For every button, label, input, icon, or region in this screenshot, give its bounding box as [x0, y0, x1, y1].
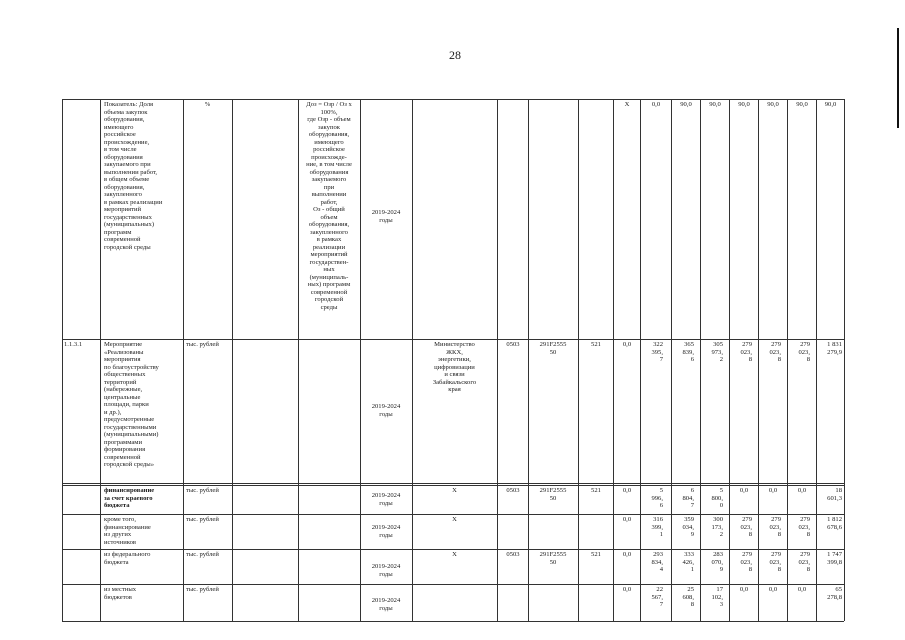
row-value-4: 279 023, 8: [740, 551, 752, 573]
row-formula: Доз = Озр / Оз х 100%, где Озр - объем закупок оборудования, имеющего российское происхожде- ние, в том числе оборудования закупаемого при выполнении работ, Оз - общий объем оборудования, закупленного в рамках реализации мероприятий государствен- ных (муниципаль- ных) программ современной городской среды: [306, 101, 352, 311]
row-name: из местных бюджетов: [104, 586, 137, 601]
row-value-total: 1 812 678,6: [827, 516, 842, 531]
row-value-6: 279 023, 8: [798, 516, 810, 538]
row-executor: Министерство ЖКХ, энергетики, цифровизации и связи Забайкальского края: [432, 341, 477, 393]
row-name: финансирование за счет краевого бюджета: [104, 487, 155, 509]
row-value-1: 22 567, 7: [651, 586, 663, 608]
row-value-1: 316 399, 1: [651, 516, 663, 538]
row-name: Мероприятие «Реализованы мероприятия по благоустройству общественных территорий (набережные, центральные площади, парки и др.), предусмотренные государственными (муниципальными) программами формирования современной городской среды»: [104, 341, 159, 468]
row-kvr: 521: [591, 341, 601, 348]
row-period: 2019-2024 годы: [371, 209, 401, 224]
row-period: 2019-2024 годы: [371, 597, 401, 612]
row-unit: тыс. рублей: [186, 586, 219, 593]
row-unit: тыс. рублей: [186, 551, 219, 558]
row-value-3: 17 102, 3: [711, 586, 723, 608]
row-value-2: 359 034, 9: [682, 516, 694, 538]
row-value-5: 90,0: [767, 101, 779, 108]
column-rule: [844, 99, 845, 621]
row-value-total: 18 601,3: [827, 487, 842, 502]
row-kvr: 521: [591, 487, 601, 494]
column-rule: [816, 99, 817, 621]
row-value-4: 0,0: [739, 487, 749, 494]
row-total: 0,0: [622, 516, 632, 523]
row-rule: [62, 514, 844, 515]
row-total: 0,0: [622, 487, 632, 494]
page-number: 28: [449, 48, 461, 62]
row-value-5: 279 023, 8: [769, 516, 781, 538]
column-rule: [62, 99, 63, 621]
table-bottom-rule: [62, 621, 844, 622]
row-rule: [62, 339, 844, 340]
row-value-6: 0,0: [797, 586, 807, 593]
row-value-6: 90,0: [796, 101, 808, 108]
row-rule: [62, 483, 844, 484]
row-name: из федерального бюджета: [104, 551, 151, 566]
row-unit: тыс. рублей: [186, 341, 219, 348]
row-period: 2019-2024 годы: [371, 403, 401, 418]
column-rule: [497, 99, 498, 621]
row-value-2: 333 426, 1: [682, 551, 694, 573]
row-total: 0,0: [622, 586, 632, 593]
row-value-6: 0,0: [797, 487, 807, 494]
row-value-6: 279 023, 8: [798, 341, 810, 363]
row-unit: тыс. рублей: [186, 487, 219, 494]
row-value-4: 279 023, 8: [740, 516, 752, 538]
row-kfsr: 0503: [506, 487, 520, 494]
row-kfsr: 0503: [506, 551, 520, 558]
row-value-2: 90,0: [680, 101, 692, 108]
row-executor: Х: [452, 487, 457, 494]
row-kfsr: 0503: [506, 341, 520, 348]
column-rule: [100, 99, 101, 621]
column-rule: [578, 99, 579, 621]
row-value-1: 5 996, 6: [651, 487, 663, 509]
row-total: 0,0: [622, 341, 632, 348]
row-period: 2019-2024 годы: [371, 524, 401, 539]
row-number: 1.1.3.1: [64, 341, 83, 348]
row-value-4: 90,0: [738, 101, 750, 108]
row-value-2: 365 839, 6: [682, 341, 694, 363]
row-value-5: 0,0: [768, 586, 778, 593]
row-value-total: 90,0: [824, 101, 837, 108]
row-rule: [62, 584, 844, 585]
row-period: 2019-2024 годы: [371, 563, 401, 578]
row-value-3: 283 070, 9: [711, 551, 723, 573]
row-value-4: 0,0: [739, 586, 749, 593]
column-rule: [183, 99, 184, 621]
row-value-1: 0,0: [651, 101, 661, 108]
row-executor: Х: [452, 551, 457, 558]
row-kvr: 521: [591, 551, 601, 558]
row-value-3: 90,0: [709, 101, 721, 108]
row-rule: [62, 485, 844, 486]
row-value-2: 6 804, 7: [682, 487, 694, 509]
column-rule: [360, 99, 361, 621]
row-kcsr: 291F2555 50: [539, 551, 567, 566]
row-value-total: 1 831 279,9: [827, 341, 842, 356]
row-value-4: 279 023, 8: [740, 341, 752, 363]
row-name: Показатель: Доля объема закупок оборудования, имеющего российское происхождение, в том числе оборудования закупаемого при выполнении работ, в общем объеме оборудования, закупленного в рамках реализации мероприятий государственных (муниципальных) программ современной городской среды: [104, 101, 163, 251]
column-rule: [613, 99, 614, 621]
row-value-5: 279 023, 8: [769, 551, 781, 573]
row-value-total: 1 747 399,8: [827, 551, 842, 566]
row-value-3: 305 973, 2: [711, 341, 723, 363]
row-value-3: 300 173, 2: [711, 516, 723, 538]
row-value-total: 65 278,8: [827, 586, 842, 601]
row-value-6: 279 023, 8: [798, 551, 810, 573]
row-value-3: 5 800, 0: [711, 487, 723, 509]
row-executor: Х: [452, 516, 457, 523]
table-top-rule: [62, 99, 844, 100]
row-period: 2019-2024 годы: [371, 492, 401, 507]
column-rule: [232, 99, 233, 621]
row-kcsr: 291F2555 50: [539, 341, 567, 356]
column-rule: [528, 99, 529, 621]
row-kcsr: 291F2555 50: [539, 487, 567, 502]
row-value-5: 279 023, 8: [769, 341, 781, 363]
row-name: кроме того, финансирование из других источников: [104, 516, 151, 546]
row-value-5: 0,0: [768, 487, 778, 494]
row-value-1: 322 395, 7: [651, 341, 663, 363]
row-unit: %: [204, 101, 211, 108]
row-value-2: 25 608, 8: [682, 586, 694, 608]
row-total: 0,0: [622, 551, 632, 558]
row-rule: [62, 549, 844, 550]
row-total: Х: [624, 101, 630, 108]
row-unit: тыс. рублей: [186, 516, 219, 523]
row-value-1: 293 834, 4: [651, 551, 663, 573]
